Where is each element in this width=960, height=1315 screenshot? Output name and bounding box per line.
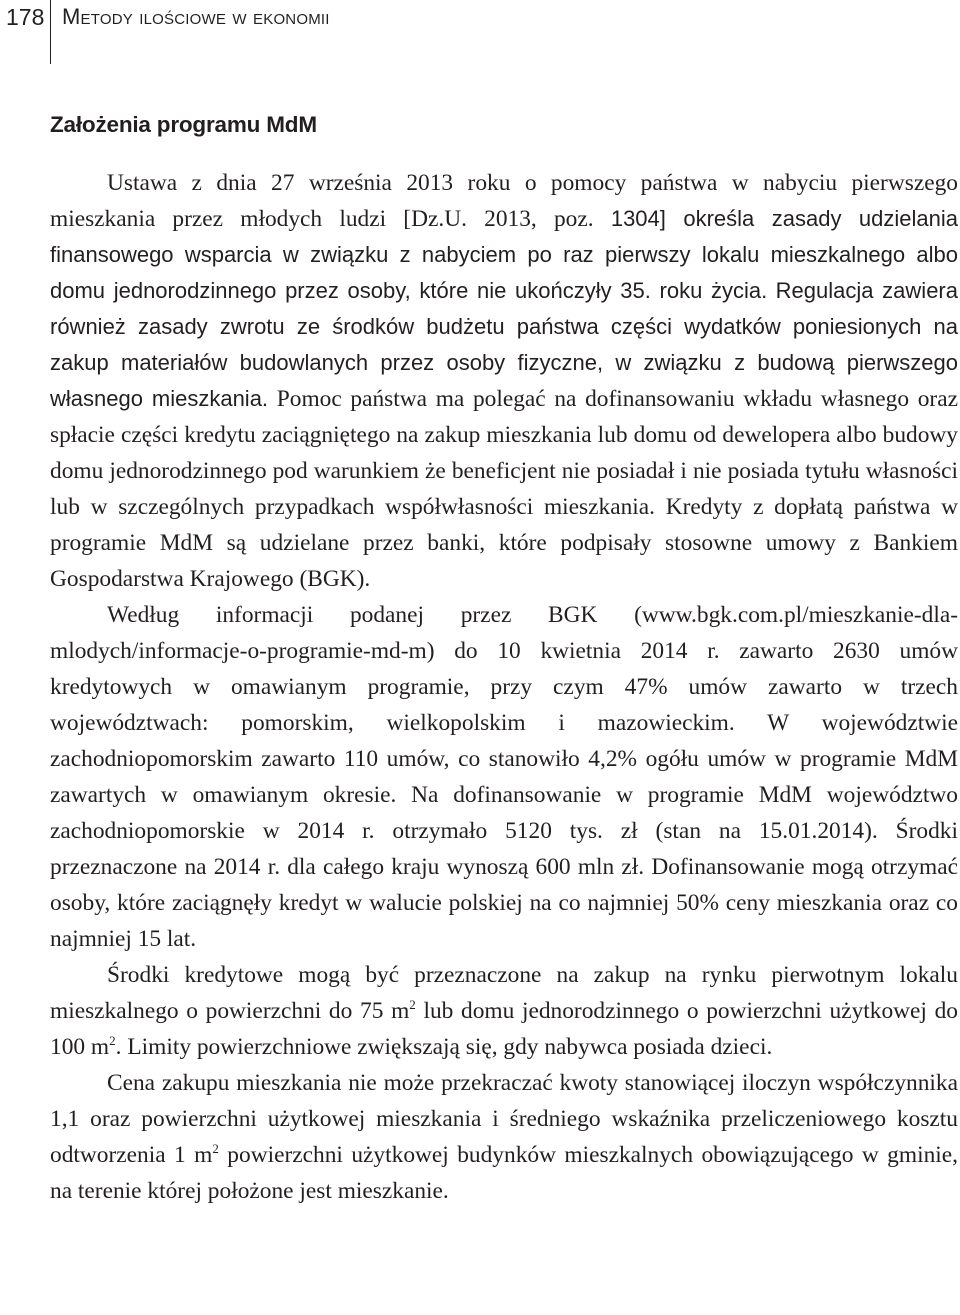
paragraph-1-part-d: Pomoc państwa ma polegać na dofinansowaniu wkładu własnego oraz spłacie części kredytu zaciągniętego na zakup mieszkania lub domu od dewelopera albo budowy domu jednorodzinnego pod warunkiem że beneficjent nie posiadał i nie posiada tytułu własności lub w szczególnych przypadkach współwłasności mieszkania. Kredyty z dopłatą państwa w programie MdM są udzielane przez banki, które podpisały stosowne umowy z Bankiem Gospodarstwa Krajowego (BGK).	[50, 386, 958, 592]
paragraph-4-part-a: Cena zakupu mieszkania nie może przekraczać kwoty stanowiącej iloczyn współczynnika 1,1 oraz powierzchni użytkowej mieszkania i średniego wskaźnika przeliczeniowego kosztu odtworzenia 1 m	[50, 1070, 958, 1168]
running-title: Metody ilościowe w ekonomii	[62, 4, 330, 29]
paragraph-4	[50, 1065, 958, 1209]
paragraph-1-part-b: 1304] określa zasady udzielania finansowego wsparcia w związku z nabyciem po raz pierwszy lokalu mieszkalnego albo domu jednorodzinnego przez osoby, które nie ukończyły 35. roku życia.	[50, 206, 958, 303]
superscript-squared: 2	[109, 1033, 116, 1049]
paragraph-4-part-b: powierzchni użytkowej budynków mieszkalnych obowiązującego w gminie, na terenie której położone jest mieszkanie.	[50, 1142, 958, 1204]
superscript-squared: 2	[409, 997, 416, 1013]
paragraph-1	[50, 165, 958, 597]
header-divider	[50, 0, 51, 64]
superscript-squared: 2	[212, 1141, 219, 1157]
body-text	[50, 165, 958, 1209]
paragraph-1-part-a: Ustawa z dnia 27 września 2013 roku o pomocy państwa w nabyciu pierwszego mieszkania przez młodych ludzi [Dz.U. 2013, poz.	[50, 170, 958, 232]
paragraph-2: Według informacji podanej przez BGK (www.bgk.com.pl/mieszkanie-dla-mlodych/informacje-o-programie-md-m) do 10 kwietnia 2014 r. zawarto 2630 umów kredytowych w omawianym programie, przy czym 47% umów zawarto w trzech województwach: pomorskim, wielkopolskim i mazowieckim. W województwie zachodniopomorskim zawarto 110 umów, co stanowiło 4,2% ogółu umów w programie MdM zawartych w omawianym okresie. Na dofinansowanie w programie MdM województwo zachodniopomorskie w 2014 r. otrzymało 5120 tys. zł (stan na 15.01.2014). Środki przeznaczone na 2014 r. dla całego kraju wynoszą 600 mln zł. Dofinansowanie mogą otrzymać osoby, które zaciągnęły kredyt w walucie polskiej na co najmniej 50% ceny mieszkania oraz co najmniej 15 lat.	[50, 602, 958, 952]
paragraph-3-part-b: lub domu jednorodzinnego o powierzchni użytkowej do 100 m	[50, 998, 958, 1060]
paragraph-1-part-c: Regulacja zawiera również zasady zwrotu ze środków budżetu państwa części wydatków poniesionych na zakup materiałów budowlanych przez osoby fizyczne, w związku z budową pierwszego własnego mieszkania.	[50, 278, 958, 411]
paragraph-3-part-c: . Limity powierzchniowe zwiększają się, gdy nabywca posiada dzieci.	[115, 1034, 773, 1060]
paragraph-3-part-a: Środki kredytowe mogą być przeznaczone na zakup na rynku pierwotnym lokalu mieszkalnego o powierzchni do 75 m	[50, 962, 958, 1024]
paragraph-3	[50, 957, 958, 1065]
page-number: 178	[6, 4, 45, 30]
page-header	[0, 0, 960, 66]
section-heading: Założenia programu MdM	[50, 112, 317, 137]
